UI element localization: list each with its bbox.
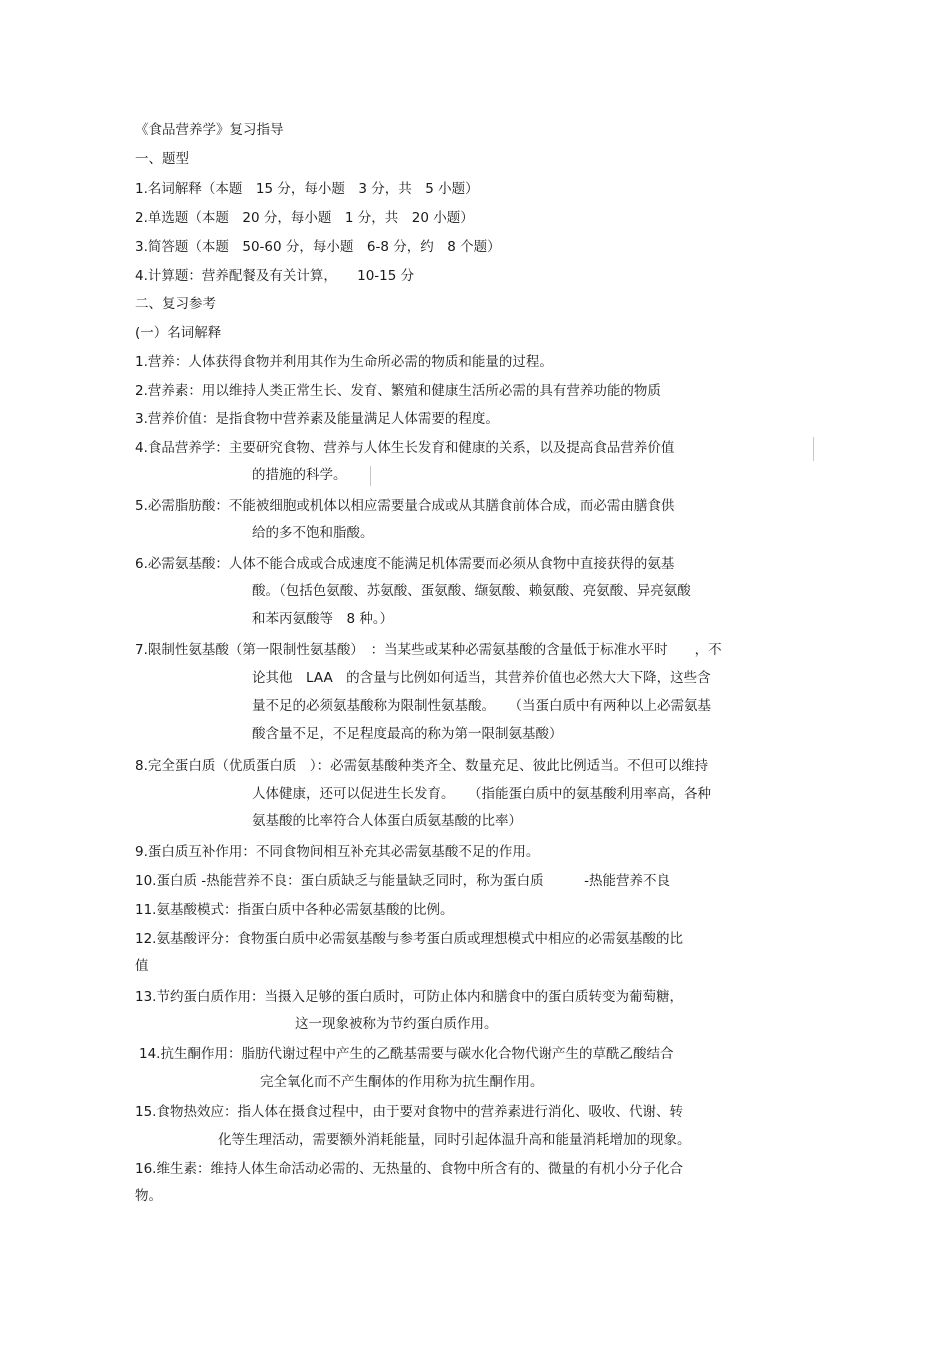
term-4-line-2: 的措施的科学。 <box>252 467 347 483</box>
term-16-line-1: 16.维生素：维持人体生命活动必需的、无热量的、食物中所含有的、微量的有机小分子化合 <box>135 1161 683 1177</box>
term-14-line-2: 完全氧化而不产生酮体的作用称为抗生酮作用。 <box>260 1074 544 1090</box>
term-12-line-1: 12.氨基酸评分：食物蛋白质中必需氨基酸与参考蛋白质或理想模式中相应的必需氨基酸的比 <box>135 931 683 947</box>
term-1: 1.营养：人体获得食物并利用其作为生命所必需的物质和能量的过程。 <box>135 354 553 370</box>
term-7-line-2: 论其他 LAA 的含量与比例如何适当，其营养价值也必然大大下降，这些含 <box>252 670 711 686</box>
term-7-line-1: 7.限制性氨基酸（第一限制性氨基酸） ：当某些或某种必需氨基酸的含量低于标准水平时 ，不 <box>135 642 722 658</box>
term-4-line-1: 4.食品营养学：主要研究食物、营养与人体生长发育和健康的关系，以及提高食品营养价值 <box>135 440 675 456</box>
question-type-1: 1.名词解释（本题 15 分，每小题 3 分，共 5 小题） <box>135 181 479 197</box>
margin-mark <box>813 437 814 461</box>
term-8-line-2: 人体健康，还可以促进生长发育。 （指能蛋白质中的氨基酸利用率高，各种 <box>252 786 711 802</box>
term-13-line-2: 这一现象被称为节约蛋白质作用。 <box>295 1016 498 1032</box>
term-6-line-2: 酸。（包括色氨酸、苏氨酸、蛋氨酸、缬氨酸、赖氨酸、亮氨酸、异亮氨酸 <box>252 583 691 599</box>
question-type-2: 2.单选题（本题 20 分，每小题 1 分，共 20 小题） <box>135 210 474 226</box>
doc-title: 《食品营养学》复习指导 <box>135 122 284 138</box>
term-13-line-1: 13.节约蛋白质作用：当摄入足够的蛋白质时，可防止体内和膳食中的蛋白质转变为葡萄糖， <box>135 989 683 1005</box>
term-12-line-2: 值 <box>135 958 149 974</box>
term-5-line-1: 5.必需脂肪酸：不能被细胞或机体以相应需要量合成或从其膳食前体合成，而必需由膳食供 <box>135 498 675 514</box>
term-15-line-1: 15.食物热效应：指人体在摄食过程中，由于要对食物中的营养素进行消化、吸收、代谢、转 <box>135 1104 683 1120</box>
section-heading-review: 二、复习参考 <box>135 296 216 312</box>
term-6-line-3: 和苯丙氨酸等 8 种。） <box>252 611 394 627</box>
term-3: 3.营养价值：是指食物中营养素及能量满足人体需要的程度。 <box>135 411 499 427</box>
term-8-line-1: 8.完全蛋白质（优质蛋白质 ）：必需氨基酸种类齐全、数量充足、彼此比例适当。不但可以维持 <box>135 758 709 774</box>
subsection-heading-terms: (一）名词解释 <box>135 325 222 341</box>
term-16-line-2: 物。 <box>135 1188 162 1204</box>
term-14-line-1: 14.抗生酮作用：脂肪代谢过程中产生的乙酰基需要与碳水化合物代谢产生的草酰乙酸结合 <box>139 1046 674 1062</box>
margin-mark <box>370 466 371 486</box>
term-7-line-4: 酸含量不足，不足程度最高的称为第一限制氨基酸） <box>252 726 563 742</box>
term-15-line-2: 化等生理活动，需要额外消耗能量，同时引起体温升高和能量消耗增加的现象。 <box>218 1132 691 1148</box>
question-type-4: 4.计算题：营养配餐及有关计算， 10-15 分 <box>135 268 415 284</box>
question-type-3: 3.简答题（本题 50-60 分，每小题 6-8 分，约 8 个题） <box>135 239 501 255</box>
term-5-line-2: 给的多不饱和脂酸。 <box>252 525 374 541</box>
term-7-line-3: 量不足的必须氨基酸称为限制性氨基酸。 （当蛋白质中有两种以上必需氨基 <box>252 698 711 714</box>
section-heading-question-types: 一、题型 <box>135 151 189 167</box>
term-6-line-1: 6.必需氨基酸：人体不能合成或合成速度不能满足机体需要而必须从食物中直接获得的氨基 <box>135 556 675 572</box>
term-9: 9.蛋白质互补作用：不同食物间相互补充其必需氨基酸不足的作用。 <box>135 844 540 860</box>
term-11: 11.氨基酸模式：指蛋白质中各种必需氨基酸的比例。 <box>135 902 454 918</box>
term-8-line-3: 氨基酸的比率符合人体蛋白质氨基酸的比率） <box>252 813 522 829</box>
term-2: 2.营养素：用以维持人类正常生长、发育、繁殖和健康生活所必需的具有营养功能的物质 <box>135 383 661 399</box>
term-10: 10.蛋白质 -热能营养不良：蛋白质缺乏与能量缺乏同时，称为蛋白质 -热能营养不良 <box>135 873 671 889</box>
